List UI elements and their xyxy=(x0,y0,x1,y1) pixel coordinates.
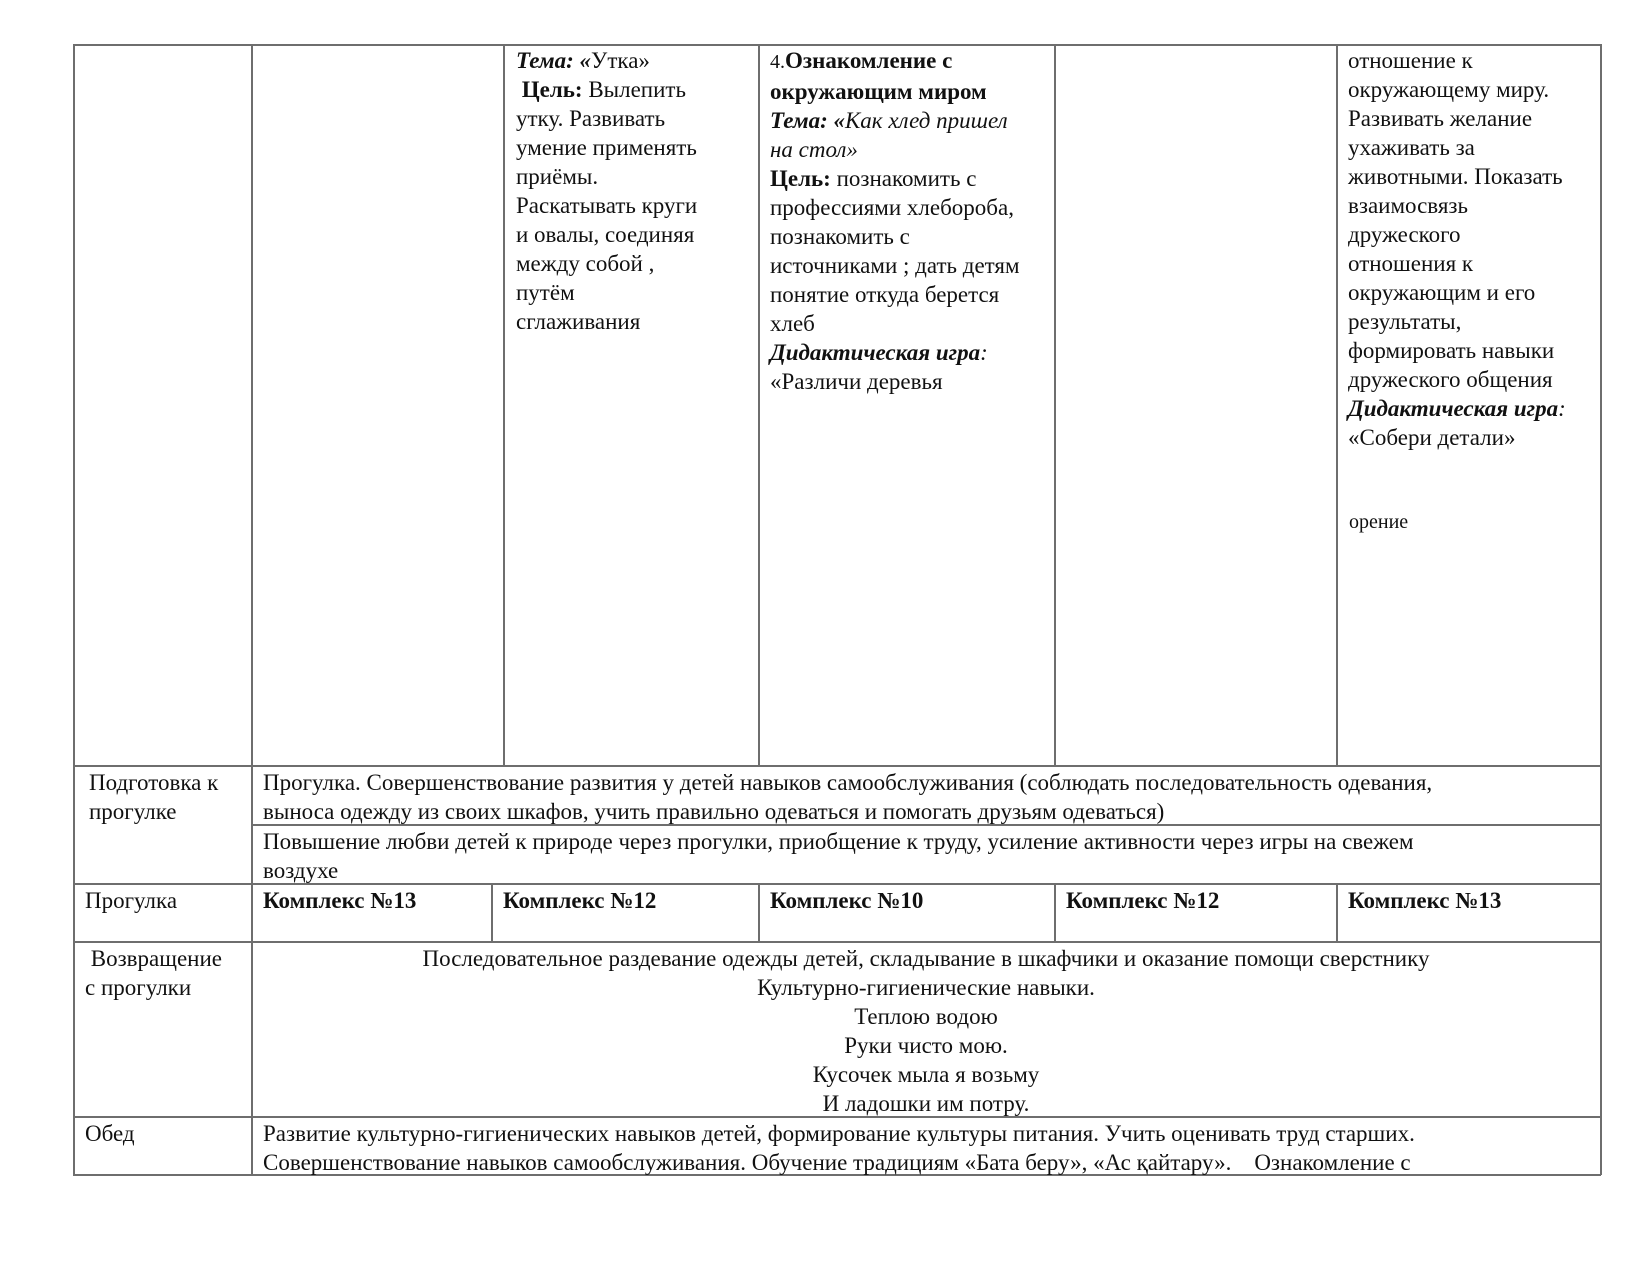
poem-line: И ладошки им потру. xyxy=(822,1091,1030,1116)
lunch-line-2: Совершенствование навыков самообслуживания. Обучение традициям «Бата беру», «Ас қайтару». Ознакомление с xyxy=(263,1150,1411,1175)
text-line: окружающему миру. xyxy=(1348,77,1550,102)
return-text xyxy=(251,944,1601,1118)
text-line: познакомить с xyxy=(770,224,910,249)
return-line: Культурно-гигиенические навыки. xyxy=(757,975,1095,1000)
text-line: приёмы. xyxy=(516,164,599,189)
col-divider-top-2 xyxy=(503,44,505,766)
text-line: формировать навыки xyxy=(1348,338,1555,363)
text-line: и овалы, соединяя xyxy=(516,222,695,247)
text-line: между собой , xyxy=(516,251,655,276)
lunch-label: Обед xyxy=(85,1121,135,1146)
prep-text-2-line-2: воздухе xyxy=(263,858,339,883)
text-line: дружеского общения xyxy=(1348,367,1553,392)
theme-line xyxy=(516,46,697,75)
col-divider-walk-2 xyxy=(491,883,493,942)
game-label: Дидактическая игра xyxy=(770,340,981,365)
text-line: путём xyxy=(516,280,575,305)
complex-text: Комплекс №12 xyxy=(503,888,657,913)
walk-complex-mon xyxy=(263,886,416,915)
theme-value-1: Как хлед пришел xyxy=(845,108,1008,133)
text-line: Раскатывать круги xyxy=(516,193,698,218)
table-border-left xyxy=(73,44,75,1175)
row-divider-top-prep xyxy=(73,765,1601,767)
col-divider-5-walk xyxy=(1336,883,1338,942)
walk-complex-tue xyxy=(503,886,656,915)
text-line: отношения к xyxy=(1348,251,1474,276)
game-value: «Собери детали» xyxy=(1348,425,1516,450)
complex-text: Комплекс №10 xyxy=(770,888,924,913)
game-line xyxy=(1348,394,1566,423)
return-label-line-1 xyxy=(85,944,222,973)
prep-text-1-line-1: Прогулка. Совершенствование развития у детей навыков самообслуживания (соблюдать последовательность одевания, xyxy=(263,770,1433,795)
return-label xyxy=(85,944,222,1002)
theme-label: Тема: « xyxy=(770,108,846,133)
prep-text-2 xyxy=(263,827,1414,885)
prep-label xyxy=(89,768,218,826)
text-line: понятие откуда берется xyxy=(770,282,1000,307)
heading-text-1: Ознакомление с xyxy=(785,48,953,73)
text-line: окружающим и его xyxy=(1348,280,1536,305)
row-divider-walk-return xyxy=(73,941,1601,943)
col-divider-4 xyxy=(1054,44,1056,766)
game-colon: : xyxy=(1558,396,1566,421)
text-line: животными. Показать xyxy=(1348,164,1563,189)
game-value: «Различи деревья xyxy=(770,369,943,394)
col-divider-3-walk xyxy=(758,883,760,942)
text-line: результаты, xyxy=(1348,309,1462,334)
col-divider-3 xyxy=(758,44,760,766)
text-line: сглаживания xyxy=(516,309,641,334)
prep-text-1-line-2: выноса одежду из своих шкафов, учить правильно одеваться и помогать друзьям одеваться) xyxy=(263,799,1165,824)
text-line: отношение к xyxy=(1348,48,1473,73)
cell-modelling-duck xyxy=(516,46,697,336)
theme-label: Тема: « xyxy=(516,48,592,73)
heading-text-2: окружающим миром xyxy=(770,79,987,104)
game-colon: : xyxy=(980,340,988,365)
col-divider-5 xyxy=(1336,44,1338,766)
text-line: умение применять xyxy=(516,135,697,160)
lunch-text xyxy=(263,1119,1415,1177)
poem-line: Руки чисто мою. xyxy=(844,1033,1008,1058)
heading-line-2 xyxy=(770,77,1020,106)
text-line: хлеб xyxy=(770,311,815,336)
item-number: 4. xyxy=(770,51,785,73)
text-line: взаимосвязь xyxy=(1348,193,1469,218)
prep-text-2-line-1: Повышение любви детей к природе через прогулки, приобщение к труду, усиление активности через игры на свежем xyxy=(263,829,1414,854)
poem-line: Теплою водою xyxy=(854,1004,998,1029)
walk-complex-fri xyxy=(1348,886,1501,915)
text-line: профессиями хлебороба, xyxy=(770,195,1014,220)
theme-line xyxy=(770,106,1020,135)
complex-text: Комплекс №13 xyxy=(1348,888,1502,913)
return-label-line-2: с прогулки xyxy=(85,975,192,1000)
text-line: утку. Развивать xyxy=(516,106,666,131)
cell-friendship xyxy=(1348,46,1566,452)
walk-complex-wed xyxy=(770,886,923,915)
complex-text: Комплекс №13 xyxy=(263,888,417,913)
walk-complex-thu xyxy=(1066,886,1219,915)
theme-value: Утка» xyxy=(591,48,650,73)
lunch-line-1: Развитие культурно-гигиенических навыков детей, формирование культуры питания. Учить оценивать труд старших. xyxy=(263,1121,1415,1146)
walk-label: Прогулка xyxy=(85,888,178,913)
text-line: ухаживать за xyxy=(1348,135,1475,160)
goal-line xyxy=(516,75,697,104)
theme-value-2: на стол» xyxy=(770,137,858,162)
goal-label: Цель: xyxy=(521,77,583,102)
game-line xyxy=(770,338,1020,367)
prep-label-line-2: прогулке xyxy=(89,799,177,824)
stray-fragment: орение xyxy=(1349,511,1409,533)
goal-first: познакомить с xyxy=(830,166,977,191)
complex-text: Комплекс №12 xyxy=(1066,888,1220,913)
goal-line xyxy=(770,164,1020,193)
prep-label-line-1: Подготовка к xyxy=(89,770,219,795)
game-label: Дидактическая игра xyxy=(1348,396,1559,421)
text-line: источниками ; дать детям xyxy=(770,253,1020,278)
goal-label: Цель: xyxy=(770,166,831,191)
poem-line: Кусочек мыла я возьму xyxy=(812,1062,1040,1087)
return-line: Последовательное раздевание одежды детей, складывание в шкафчики и оказание помощи сверстнику xyxy=(422,946,1430,971)
return-label-text-1: Возвращение xyxy=(90,946,222,971)
text-line: Развивать желание xyxy=(1348,106,1533,131)
cell-world-bread xyxy=(770,46,1020,396)
goal-first: Вылепить xyxy=(582,77,686,102)
col-divider-4-walk xyxy=(1054,883,1056,942)
prep-text-1 xyxy=(263,768,1432,826)
text-line: дружеского xyxy=(1348,222,1461,247)
theme-line-2 xyxy=(770,135,1020,164)
heading-line-1 xyxy=(770,46,1020,77)
